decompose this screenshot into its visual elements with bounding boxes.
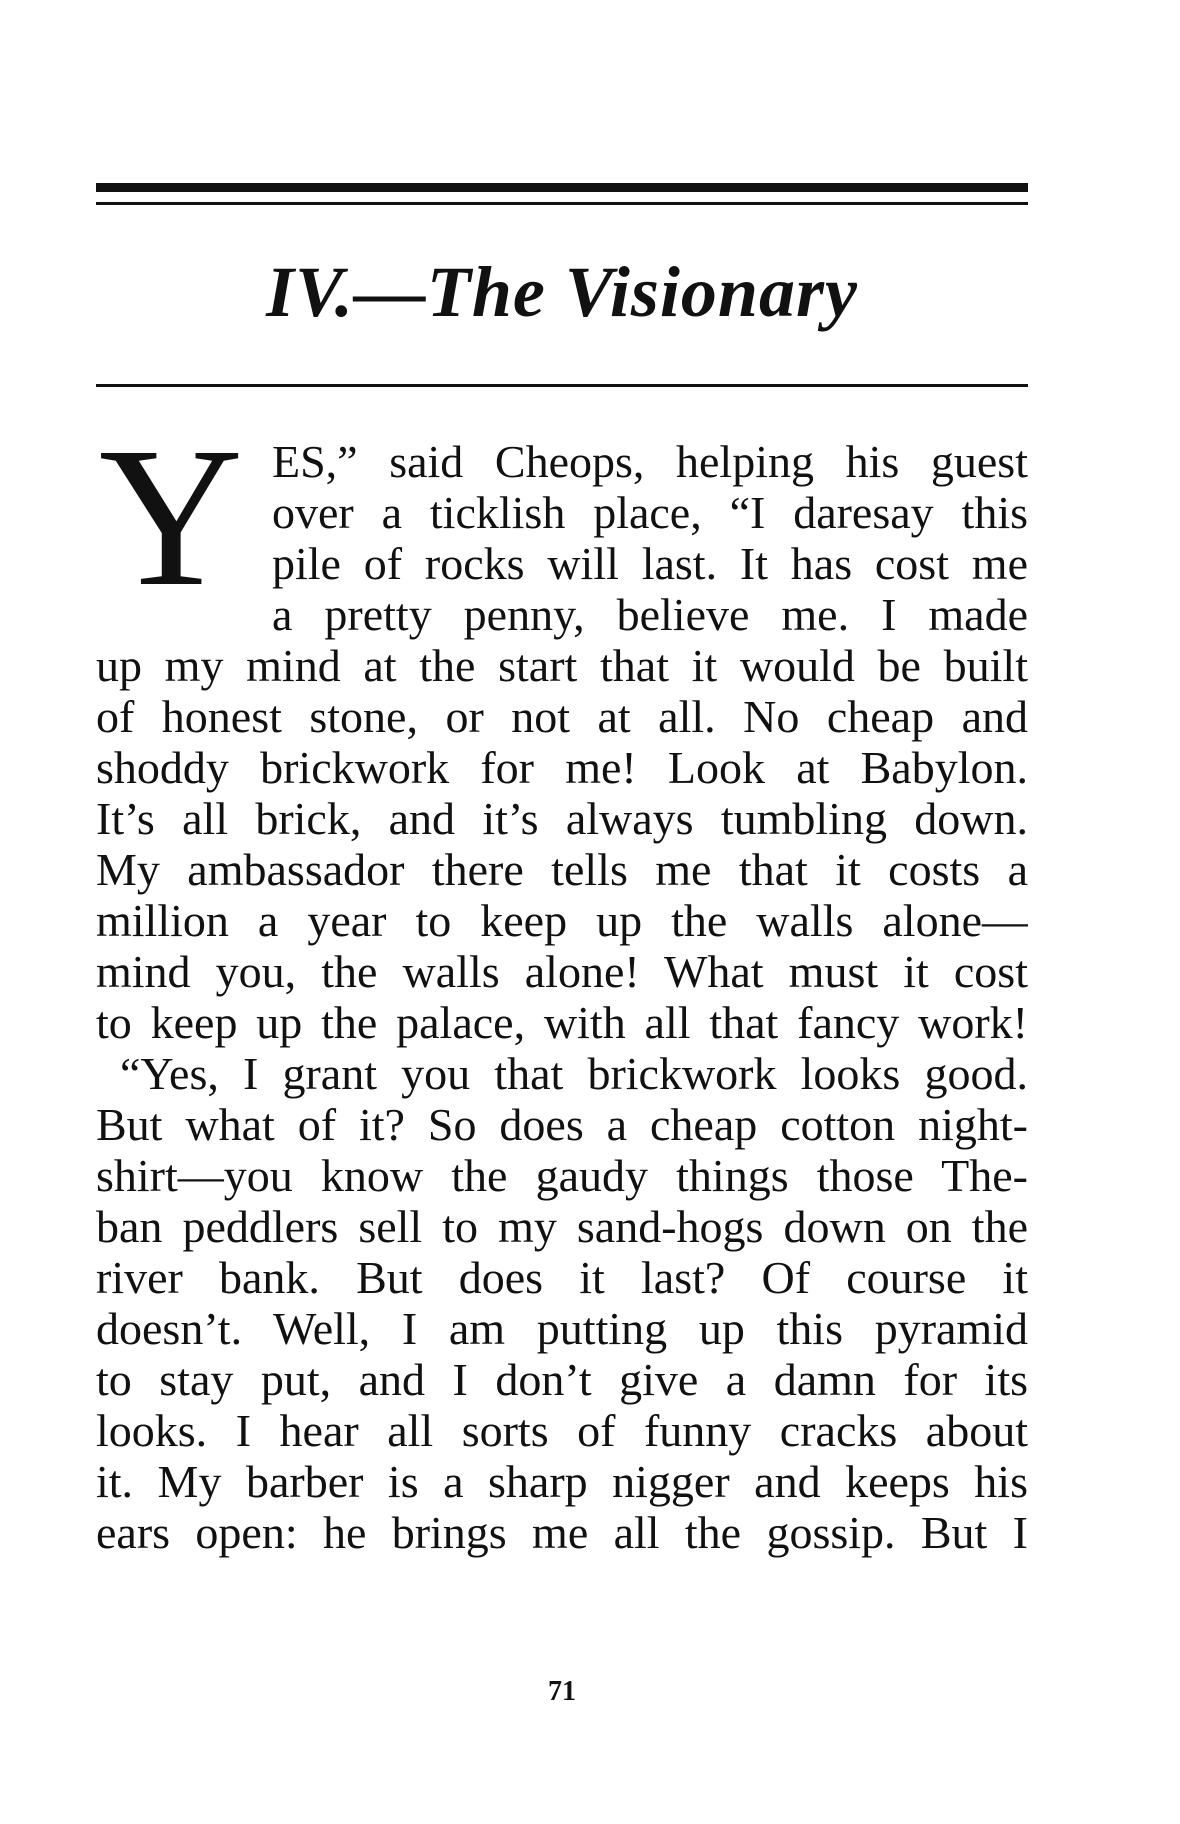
text-line: doesn’t. Well, I am putting up this pyramid <box>96 1303 1028 1354</box>
text-line: to keep up the palace, with all that fancy work! <box>96 997 1028 1048</box>
text-line: ES,” said Cheops, helping his guest <box>272 436 1028 487</box>
text-line: river bank. But does it last? Of course it <box>96 1252 1028 1303</box>
text-line: My ambassador there tells me that it costs a <box>96 844 1028 895</box>
text-line: mind you, the walls alone! What must it cost <box>96 946 1028 997</box>
text-line: pile of rocks will last. It has cost me <box>272 538 1028 589</box>
top-rule-thick <box>96 183 1028 192</box>
text-line: shoddy brickwork for me! Look at Babylon. <box>96 742 1028 793</box>
text-line: million a year to keep up the walls alone— <box>96 895 1028 946</box>
text-line: But what of it? So does a cheap cotton night- <box>96 1099 1028 1150</box>
text-line: to stay put, and I don’t give a damn for its <box>96 1354 1028 1405</box>
page-number: 71 <box>548 1676 576 1707</box>
text-line: ears open: he brings me all the gossip. But I <box>96 1507 1028 1558</box>
text-line: ban peddlers sell to my sand-hogs down on the <box>96 1201 1028 1252</box>
text-line: It’s all brick, and it’s always tumbling down. <box>96 793 1028 844</box>
text-line: looks. I hear all sorts of funny cracks about <box>96 1405 1028 1456</box>
top-rule-thin <box>96 202 1028 205</box>
text-line: up my mind at the start that it would be built <box>96 640 1028 691</box>
text-line: over a ticklish place, “I daresay this <box>272 487 1028 538</box>
text-line: “Yes, I grant you that brickwork looks good. <box>120 1048 1028 1099</box>
title-underline-rule <box>96 384 1028 387</box>
text-line: of honest stone, or not at all. No cheap and <box>96 691 1028 742</box>
drop-cap: Y <box>98 407 244 628</box>
text-line: shirt—you know the gaudy things those The- <box>96 1150 1028 1201</box>
text-line: a pretty penny, believe me. I made <box>272 589 1028 640</box>
chapter-title: IV.—The Visionary <box>266 252 858 332</box>
text-line: it. My barber is a sharp nigger and keeps his <box>96 1456 1028 1507</box>
